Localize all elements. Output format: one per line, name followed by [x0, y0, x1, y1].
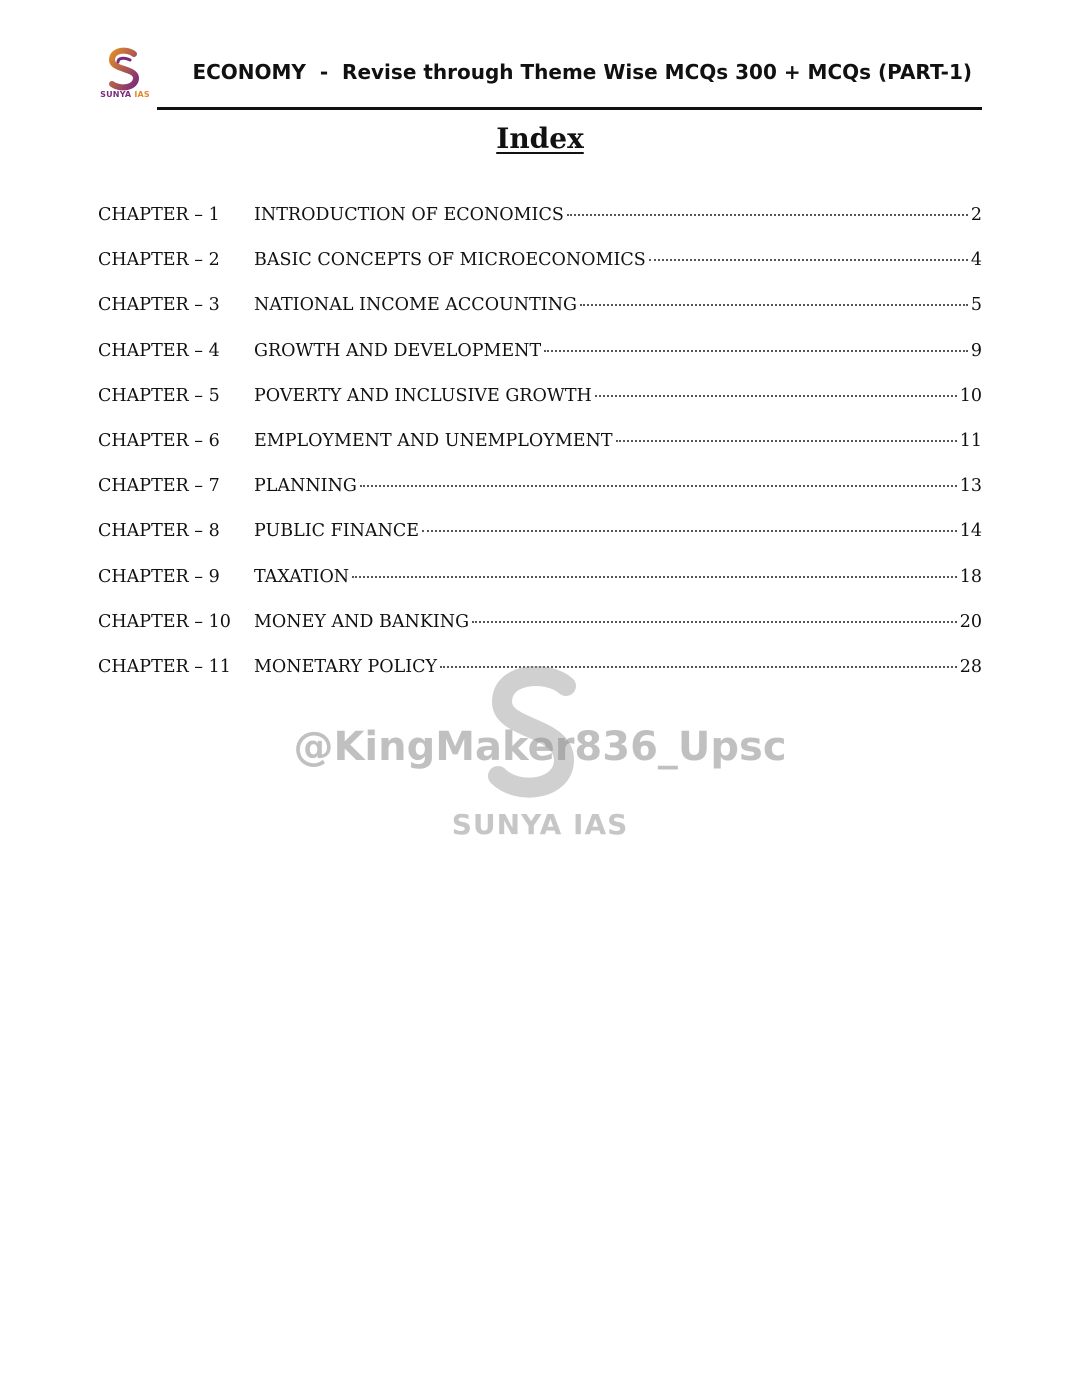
toc-entry[interactable] [98, 341, 982, 386]
toc-dot-leader [616, 438, 957, 442]
toc-dot-leader [580, 302, 968, 306]
toc-chapter-number: CHAPTER – 2 [98, 250, 220, 271]
toc-chapter-title: TAXATION [254, 566, 350, 587]
toc-entry[interactable] [98, 205, 982, 250]
toc-chapter-number: CHAPTER – 10 [98, 611, 231, 632]
toc-entry[interactable] [98, 476, 982, 521]
toc-entry[interactable] [98, 386, 982, 431]
logo-text [98, 90, 152, 99]
toc-entry[interactable] [98, 250, 982, 295]
toc-dot-leader [472, 619, 957, 623]
toc-entry[interactable] [98, 431, 982, 476]
toc-page-number: 14 [959, 521, 982, 542]
logo-brand-suffix: IAS [134, 90, 150, 99]
toc-page-number: 20 [959, 611, 982, 632]
toc-chapter-title: BASIC CONCEPTS OF MICROECONOMICS [254, 250, 646, 271]
toc-dot-leader [440, 664, 957, 668]
toc-dot-leader [544, 348, 968, 352]
toc-chapter-number: CHAPTER – 4 [98, 340, 220, 361]
toc-page-number: 9 [970, 340, 982, 361]
toc-chapter-number: CHAPTER – 11 [98, 656, 231, 677]
table-of-contents [98, 205, 982, 702]
logo-brand: SUNYA [100, 90, 132, 99]
toc-chapter-title: MONETARY POLICY [254, 656, 438, 677]
s-logo-icon [100, 46, 150, 92]
toc-entry[interactable] [98, 521, 982, 566]
toc-dot-leader [360, 483, 957, 487]
toc-dot-leader [567, 212, 968, 216]
toc-page-number: 11 [959, 430, 982, 451]
toc-entry[interactable] [98, 567, 982, 612]
toc-chapter-title: PUBLIC FINANCE [254, 521, 420, 542]
toc-entry[interactable] [98, 657, 982, 702]
toc-chapter-title: POVERTY AND INCLUSIVE GROWTH [254, 385, 592, 406]
toc-chapter-number: CHAPTER – 6 [98, 430, 220, 451]
toc-page-number: 10 [959, 385, 982, 406]
toc-entry[interactable] [98, 295, 982, 340]
toc-page-number: 28 [959, 656, 982, 677]
toc-chapter-number: CHAPTER – 3 [98, 295, 220, 316]
index-heading: Index [496, 122, 584, 155]
toc-dot-leader [649, 257, 968, 261]
toc-page-number: 5 [970, 295, 982, 316]
toc-dot-leader [595, 393, 957, 397]
toc-chapter-title: EMPLOYMENT AND UNEMPLOYMENT [254, 430, 613, 451]
header-divider [157, 107, 982, 110]
toc-chapter-number: CHAPTER – 7 [98, 476, 220, 497]
toc-chapter-title: PLANNING [254, 476, 357, 497]
toc-dot-leader [352, 574, 957, 578]
toc-entry[interactable] [98, 612, 982, 657]
toc-chapter-title: INTRODUCTION OF ECONOMICS [254, 205, 564, 225]
toc-chapter-number: CHAPTER – 8 [98, 521, 220, 542]
watermark-handle: @KingMaker836_Upsc [293, 724, 787, 770]
toc-page-number: 4 [970, 250, 982, 271]
toc-chapter-title: NATIONAL INCOME ACCOUNTING [254, 295, 577, 316]
toc-chapter-number: CHAPTER – 1 [98, 205, 220, 225]
document-header-title: ECONOMY - Revise through Theme Wise MCQs 300 + MCQs (PART-1) [192, 60, 972, 84]
toc-dot-leader [422, 528, 957, 532]
toc-chapter-number: CHAPTER – 5 [98, 385, 220, 406]
toc-page-number: 13 [959, 476, 982, 497]
toc-chapter-title: MONEY AND BANKING [254, 611, 470, 632]
toc-chapter-title: GROWTH AND DEVELOPMENT [254, 340, 542, 361]
toc-page-number: 18 [959, 566, 982, 587]
watermark-brand: SUNYA IAS [451, 808, 629, 841]
toc-page-number: 2 [970, 205, 982, 225]
toc-chapter-number: CHAPTER – 9 [98, 566, 220, 587]
